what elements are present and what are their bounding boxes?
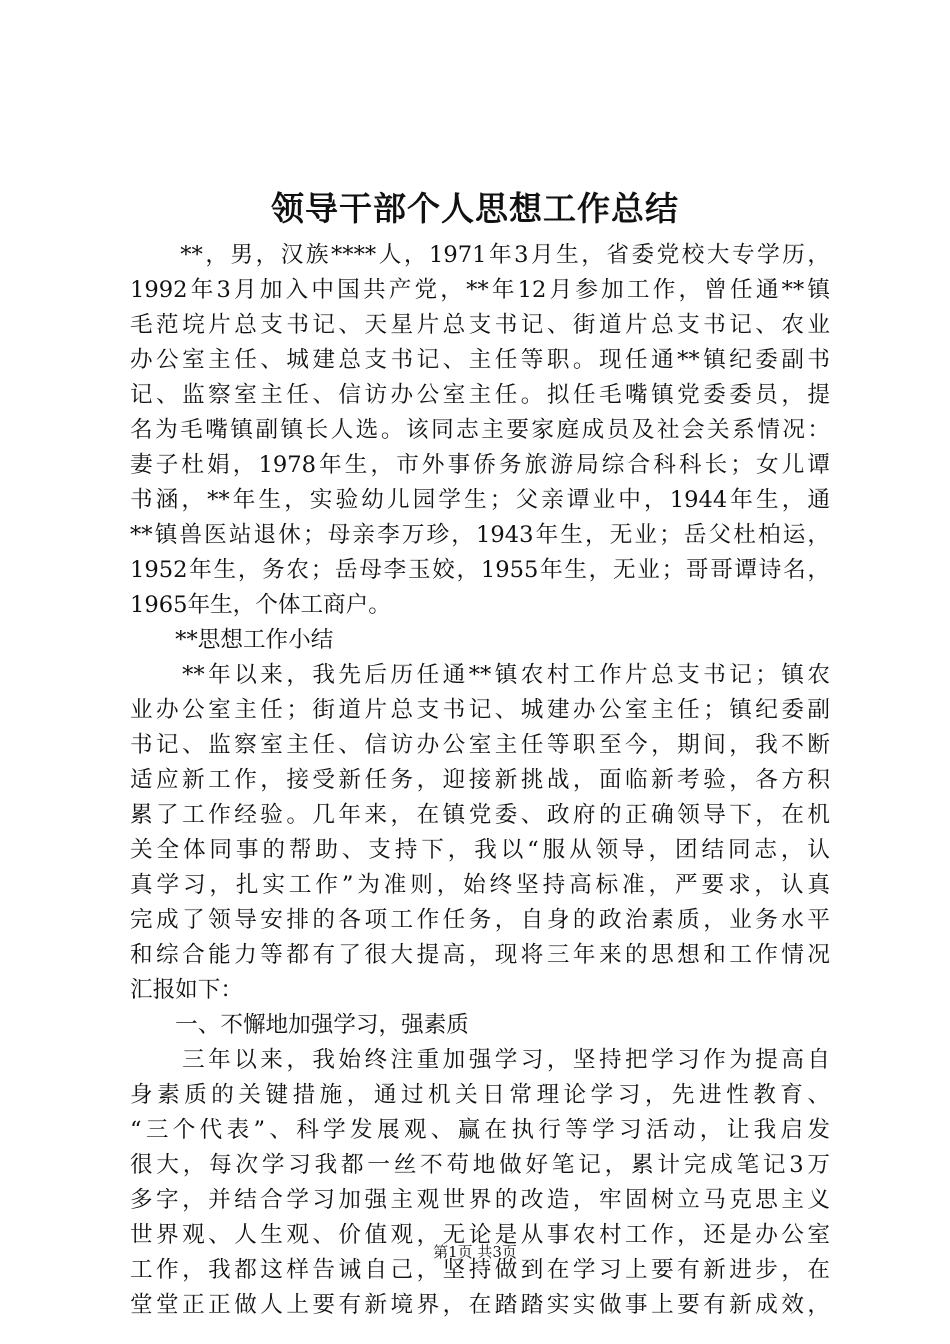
body-line: 真学习，扎实工作”为准则，始终坚持高标准，严要求，认真 xyxy=(130,872,830,898)
body-line: 书记、监察室主任、信访办公室主任等职至今，期间，我不断 xyxy=(130,732,830,758)
page-footer: 第1页 共3页 xyxy=(433,1243,517,1261)
body-line: 名为毛嘴镇副镇长人选。该同志主要家庭成员及社会关系情况： xyxy=(130,417,830,443)
section-heading: **思想工作小结 xyxy=(130,627,334,653)
body-line: 累了工作经验。几年来，在镇党委、政府的正确领导下，在机 xyxy=(130,802,830,828)
document-title: 领导干部个人思想工作总结 xyxy=(271,189,679,228)
body-line: 1992年3月加入中国共产党，**年12月参加工作，曾任通**镇 xyxy=(130,277,830,303)
body-line: **，男，汉族****人，1971年3月生，省委党校大专学历， xyxy=(130,242,830,268)
body-line: 完成了领导安排的各项工作任务，自身的政治素质，业务水平 xyxy=(130,907,830,933)
body-line: 1965年生，个体工商户。 xyxy=(130,592,391,618)
body-line: **镇兽医站退休；母亲李万珍，1943年生，无业；岳父杜柏运， xyxy=(130,522,830,548)
body-line: 身素质的关键措施，通过机关日常理论学习，先进性教育、 xyxy=(130,1082,830,1108)
body-line: 和综合能力等都有了很大提高，现将三年来的思想和工作情况 xyxy=(130,942,830,968)
body-line: 办公室主任、城建总支书记、主任等职。现任通**镇纪委副书 xyxy=(130,347,830,373)
body-line: 三年以来，我始终注重加强学习，坚持把学习作为提高自 xyxy=(130,1047,830,1073)
body-line: 世界观、人生观、价值观，无论是从事农村工作，还是办公室 xyxy=(130,1222,830,1248)
body-line: 妻子杜娟，1978年生，市外事侨务旅游局综合科科长；女儿谭 xyxy=(130,452,830,478)
body-line: 适应新工作，接受新任务，迎接新挑战，面临新考验，各方积 xyxy=(130,767,830,793)
body-line: 书涵，**年生，实验幼儿园学生；父亲谭业中，1944年生，通 xyxy=(130,487,830,513)
body-line: 汇报如下： xyxy=(130,977,243,1003)
body-line: 关全体同事的帮助、支持下，我以“服从领导，团结同志，认 xyxy=(130,837,830,863)
body-line: **年以来，我先后历任通**镇农村工作片总支书记；镇农 xyxy=(130,662,830,688)
body-line: 记、监察室主任、信访办公室主任。拟任毛嘴镇党委委员，提 xyxy=(130,382,830,408)
body-line: 堂堂正正做人上要有新境界，在踏踏实实做事上要有新成效， xyxy=(130,1292,830,1318)
body-line: 很大，每次学习我都一丝不苟地做好笔记，累计完成笔记3万 xyxy=(130,1152,830,1178)
body-line: 业办公室主任；街道片总支书记、城建办公室主任；镇纪委副 xyxy=(130,697,830,723)
document-body xyxy=(130,238,830,1323)
body-line: “三个代表”、科学发展观、赢在执行等学习活动，让我启发 xyxy=(130,1117,830,1143)
body-line: 多字，并结合学习加强主观世界的改造，牢固树立马克思主义 xyxy=(130,1187,830,1213)
body-line: 毛范垸片总支书记、天星片总支书记、街道片总支书记、农业 xyxy=(130,312,830,338)
body-line: 工作，我都这样告诫自己，坚持做到在学习上要有新进步，在 xyxy=(130,1257,830,1283)
body-line: 1952年生，务农；岳母李玉姣，1955年生，无业；哥哥谭诗名， xyxy=(130,557,830,583)
section-heading: 一、不懈地加强学习，强素质 xyxy=(130,1012,469,1038)
